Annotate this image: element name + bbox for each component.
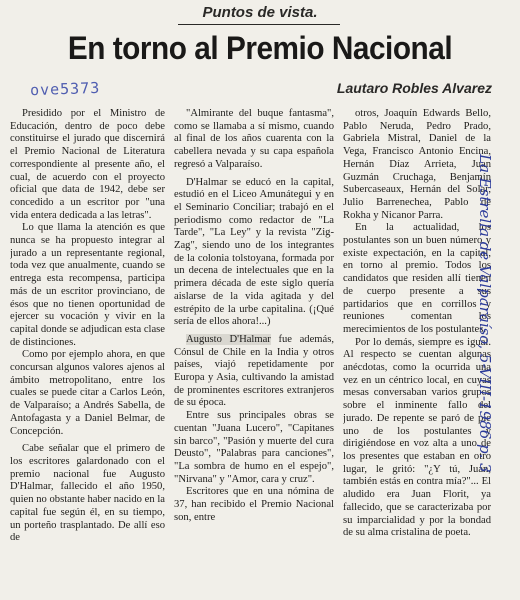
paragraph: Cabe señalar que el primero de los escritores galardonado con el premio nacional fue Augusto D'Halmar, fallecido el año 1950, quien no obstante haber nacido en la capital fue según él, en su tiempo, un porteño trasplantado. De allí eso de <box>10 443 165 544</box>
paragraph: Presidido por el Ministro de Educación, dentro de poco debe constituirse el jurado que discernirá el Premio Nacional de Literatura correspondiente al presente año, el cual, de acuerdo con el proyecto oficial que data de 1942, debe ser concedido a un escritor por "una vida entera dedicada a las letras". <box>10 108 165 221</box>
paragraph: Lo que llama la atención es que nunca se ha propuesto integrar al jurado a un representante regional, toda vez que anualmente, cuando se entrega esta recompensa, participa más de un escritor provinciano, de ésos que no tienen oportunidad de ejercer su vocación y vivir en la capital donde se adjudican esta clase de distinciones. <box>10 222 165 348</box>
paragraph <box>174 334 334 410</box>
paragraph: Escritores que en una nómina de 37, han recibido el Premio Nacional son, entre <box>174 486 334 523</box>
paragraph: Como por ejemplo ahora, en que concursan algunos valores ajenos al ámbito metropolitano, entre los cuales se puede citar a Carlos León, de Valparaíso; a Andrés Sabella, de Antofagasta y a Daniel Belmar, de Concepción. <box>10 349 165 437</box>
text-column-3 <box>343 108 491 600</box>
paragraph: Por lo demás, siempre es igual. Al respecto se cuentan algunas anécdotas, como la ocurrida una vez en un céntrico local, en cuyas mesas conversaban varios grupos sobre el inminente fallo del jurado. De repente se paró de pie uno de los postulantes y dirigiéndose en voz alta a uno de los presentes que estaban en otro lugar, le gritó: "¿Y tú, Juan, también estás en contra mía?"... El aludido era Juan Florit, ya fallecido, que se caracterizaba por su imparcialidad y por la bondad de su alma cristalina de poeta. <box>343 336 491 539</box>
paragraph-text: fue además, Cónsul de Chile en la India y otros países, viajó repetidamente por Europa y Asia, cultivando la amistad de prominentes escritores extranjeros de su época. <box>174 333 334 409</box>
highlighted-name: Augusto D'Halmar <box>186 333 271 345</box>
kicker-underline <box>178 24 340 25</box>
handwritten-source-note: La Estrella de Valparaíso, 5-VIII-1986 p. 3 <box>476 154 494 473</box>
text-column-1 <box>10 108 165 600</box>
paragraph: Entre sus principales obras se cuentan "Juana Lucero", "Capitanes sin barco", "Pasión y muerte del cura Deusto", "Palabras para canciones", "La sombra de humo en el espejo", "Nirvana" y "Amor, cara y cruz". <box>174 410 334 485</box>
paragraph: D'Halmar se educó en la capital, estudió en el Liceo Amunátegui y en el Seminario Conciliar; trabajó en el periodismo como redactor de "La Tarde", "La Ley" y la revista "Zig-Zag", siendo uno de los integrantes de la colonia tolstoyana, formada por un decena de intelectuales que en la primera década de este siglo quería aislarse de la vida agitada y del estrépito de la urbe capitalina. (¡Qué sería de ellos ahora!...) <box>174 176 334 328</box>
paragraph: En la actualidad, los postulantes son un buen número y existe expectación, en la capital, en torno al premio. Todos los candidatos que residen allí tienen de cuerpo presente a sus partidarios que en corrillos y reuniones comentan los merecimientos de los postulantes. <box>343 222 491 335</box>
section-kicker: Puntos de vista. <box>202 4 318 21</box>
text-column-2 <box>174 108 334 600</box>
article-author: Lautaro Robles Alvarez <box>336 80 492 96</box>
paragraph: otros, Joaquín Edwards Bello, Pablo Neruda, Pedro Prado, Gabriela Mistral, Daniel de la Vega, Francisco Antonio Encina, Hernán Díaz Arrieta, Juan Guzmán Cruchaga, Benjamín Subercaseaux, Hernán del Solar, Julio Barrenechea, Pablo de Rokha y Nicanor Parra. <box>343 108 491 221</box>
archive-stamp: ove5373 <box>29 78 101 100</box>
paragraph: "Almirante del buque fantasma", como se llamaba a sí mismo, cuando al final de los años cuarenta con la cabellera nevada y su capa española regresó a Valparaíso. <box>174 108 334 170</box>
article-headline: En torno al Premio Nacional <box>67 30 453 66</box>
